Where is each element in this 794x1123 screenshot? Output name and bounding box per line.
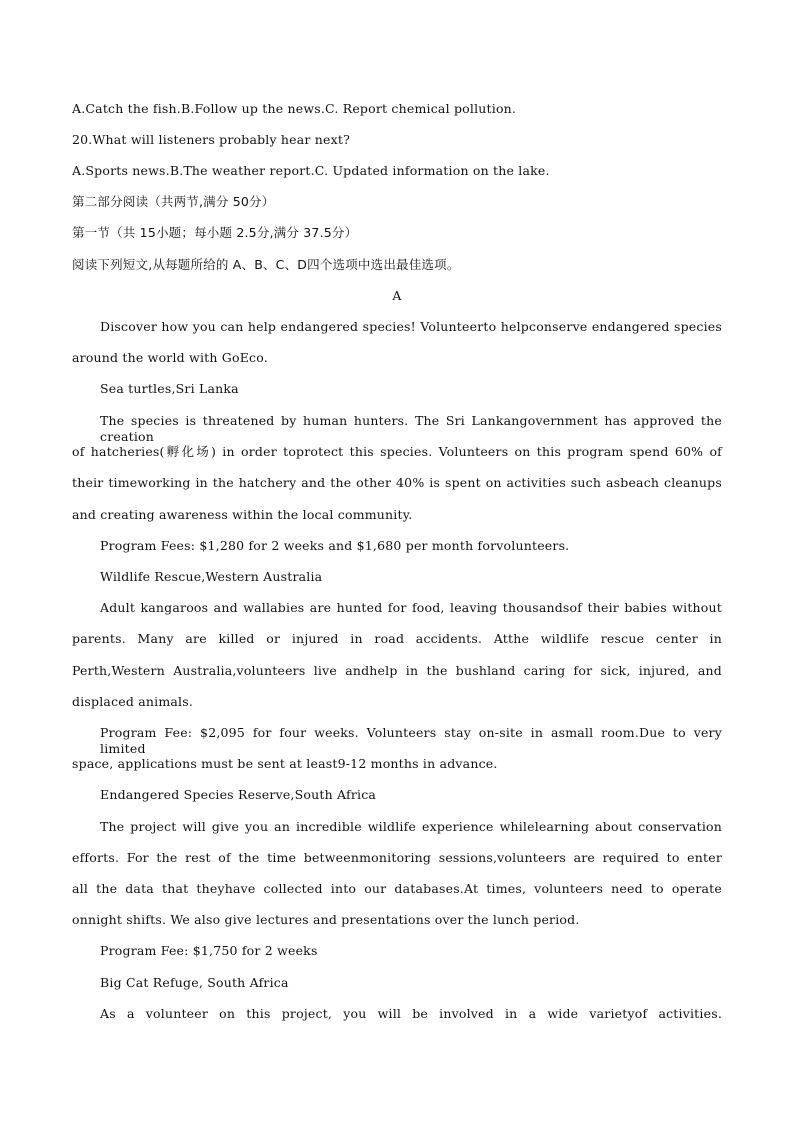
program-title: Wildlife Rescue,Western Australia (100, 569, 323, 584)
section1-heading: 第一节（共 15小题；每小题 2.5分,满分 37.5分） (72, 225, 358, 240)
intro-line: Discover how you can help endangered species! Volunteerto helpconserve endangered species (100, 319, 722, 334)
intro-line: around the world with GoEco. (72, 350, 268, 365)
program-body-line: Perth,Western Australia,volunteers live andhelp in the bushland caring for sick, injured, and (72, 663, 722, 678)
program-body-line: of hatcheries(孵化场) in order toprotect this species. Volunteers on this program spend 60% of (72, 444, 722, 459)
q19-options: A.Catch the fish.B.Follow up the news.C. Report chemical pollution. (72, 101, 517, 116)
program-body-line: Adult kangaroos and wallabies are hunted for food, leaving thousandsof their babies without (100, 600, 722, 615)
program-title: Sea turtles,Sri Lanka (100, 381, 239, 396)
part2-heading: 第二部分阅读（共两节,满分 50分） (72, 194, 275, 209)
program-body-line: onnight shifts. We also give lectures and presentations over the lunch period. (72, 912, 580, 927)
q20-question: 20.What will listeners probably hear next? (72, 132, 350, 147)
program-title: Endangered Species Reserve,South Africa (100, 787, 377, 802)
program-body-line: all the data that theyhave collected into our databases.At times, volunteers need to operate (72, 881, 722, 896)
program-body-line: parents. Many are killed or injured in road accidents. Atthe wildlife rescue center in (72, 631, 722, 646)
program-title: Big Cat Refuge, South Africa (100, 975, 289, 990)
program-body-line: As a volunteer on this project, you will be involved in a wide varietyof activities. (100, 1006, 722, 1021)
program-body-line: and creating awareness within the local community. (72, 507, 413, 522)
program-fee: Program Fee: $2,095 for four weeks. Volunteers stay on-site in asmall room.Due to very limited (100, 725, 722, 756)
program-body-line: The species is threatened by human hunters. The Sri Lankangovernment has approved the creation (100, 413, 722, 444)
program-body-line: their timeworking in the hatchery and the other 40% is spent on activities such asbeach cleanups (72, 475, 722, 490)
program-body-line: The project will give you an incredible wildlife experience whilelearning about conservation (100, 819, 722, 834)
passage-label: A (392, 288, 402, 303)
instructions: 阅读下列短文,从每题所给的 A、B、C、D四个选项中选出最佳选项。 (72, 257, 460, 272)
program-fee: space, applications must be sent at least9-12 months in advance. (72, 756, 498, 771)
program-body-line: displaced animals. (72, 694, 194, 709)
program-body-line: efforts. For the rest of the time betweenmonitoring sessions,volunteers are required to enter (72, 850, 722, 865)
q20-options: A.Sports news.B.The weather report.C. Updated information on the lake. (72, 163, 550, 178)
program-fee: Program Fee: $1,750 for 2 weeks (100, 943, 318, 958)
program-fee: Program Fees: $1,280 for 2 weeks and $1,680 per month forvolunteers. (100, 538, 570, 553)
